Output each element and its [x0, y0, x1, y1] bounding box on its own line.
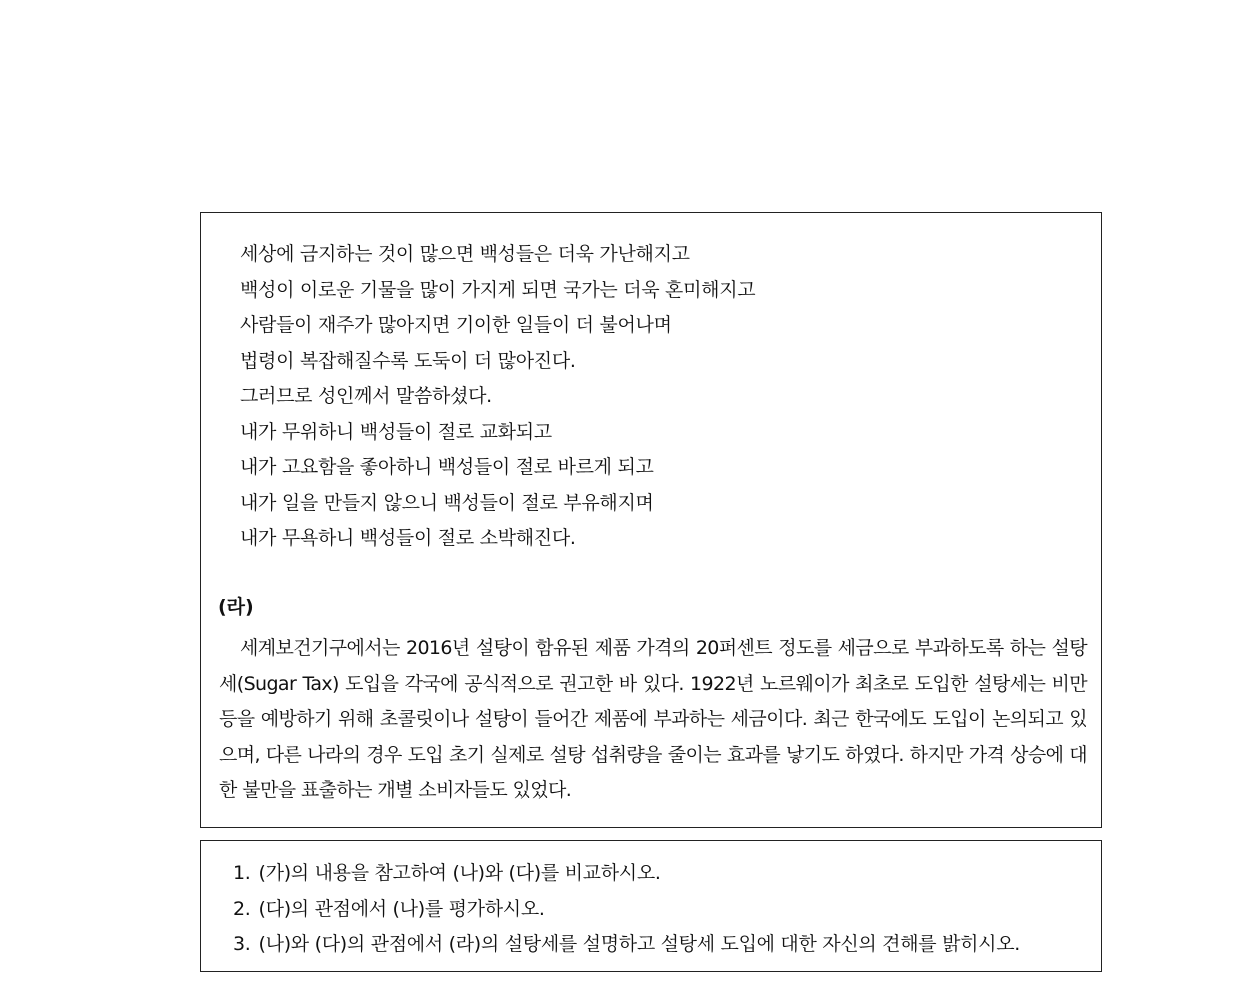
questions-box [200, 840, 1102, 972]
question-text: (다)의 관점에서 (나)를 평가하시오. [258, 897, 545, 920]
prose-paragraph: 세계보건기구에서는 2016년 설탕이 함유된 제품 가격의 20퍼센트 정도를 세금으로 부과하도록 하는 설탕세(Sugar Tax) 도입을 각국에 공식적으로 권고한 바 있다. 1922년 노르웨이가 최초로 도입한 설탕세는 비만 등을 예방하기 위해 초콜릿이나 설탕이 들어간 제품에 부과하는 세금이다. 최근 한국에도 도입이 논의되고 있으며, 다른 나라의 경우 도입 초기 실제로 설탕 섭취량을 줄이는 효과를 낳기도 하였다. 하지만 가격 상승에 대한 불만을 표출하는 개별 소비자들도 있었다. [219, 637, 1087, 801]
poem-line: 그러므로 성인께서 말씀하셨다. [240, 385, 492, 407]
poem-lines [240, 237, 755, 557]
question-text: (나)와 (다)의 관점에서 (라)의 설탕세를 설명하고 설탕세 도입에 대한 자신의 견해를 밝히시오. [258, 933, 1021, 955]
question-number: 1. [233, 862, 251, 884]
question-item [233, 856, 1020, 892]
section-label: (라) [218, 596, 254, 618]
poem-line: 내가 고요함을 좋아하니 백성들이 절로 바르게 되고 [240, 456, 654, 478]
poem-line: 백성이 이로운 기물을 많이 가지게 되면 국가는 더욱 혼미해지고 [240, 278, 756, 301]
question-number: 3. [233, 933, 251, 955]
question-number: 2. [233, 897, 251, 920]
poem-line: 법령이 복잡해질수록 도둑이 더 많아진다. [240, 349, 576, 372]
poem-line: 세상에 금지하는 것이 많으면 백성들은 더욱 가난해지고 [240, 243, 690, 265]
question-list [233, 856, 1020, 963]
question-item [233, 927, 1020, 963]
poem-line: 내가 무위하니 백성들이 절로 교화되고 [240, 420, 552, 443]
passage-box [200, 212, 1102, 828]
poem-line: 내가 일을 만들지 않으니 백성들이 절로 부유해지며 [240, 491, 654, 514]
question-text: (가)의 내용을 참고하여 (나)와 (다)를 비교하시오. [258, 862, 661, 884]
question-item [233, 892, 1020, 928]
poem-line: 사람들이 재주가 많아지면 기이한 일들이 더 불어나며 [240, 314, 672, 336]
poem-line: 내가 무욕하니 백성들이 절로 소박해진다. [240, 527, 576, 549]
